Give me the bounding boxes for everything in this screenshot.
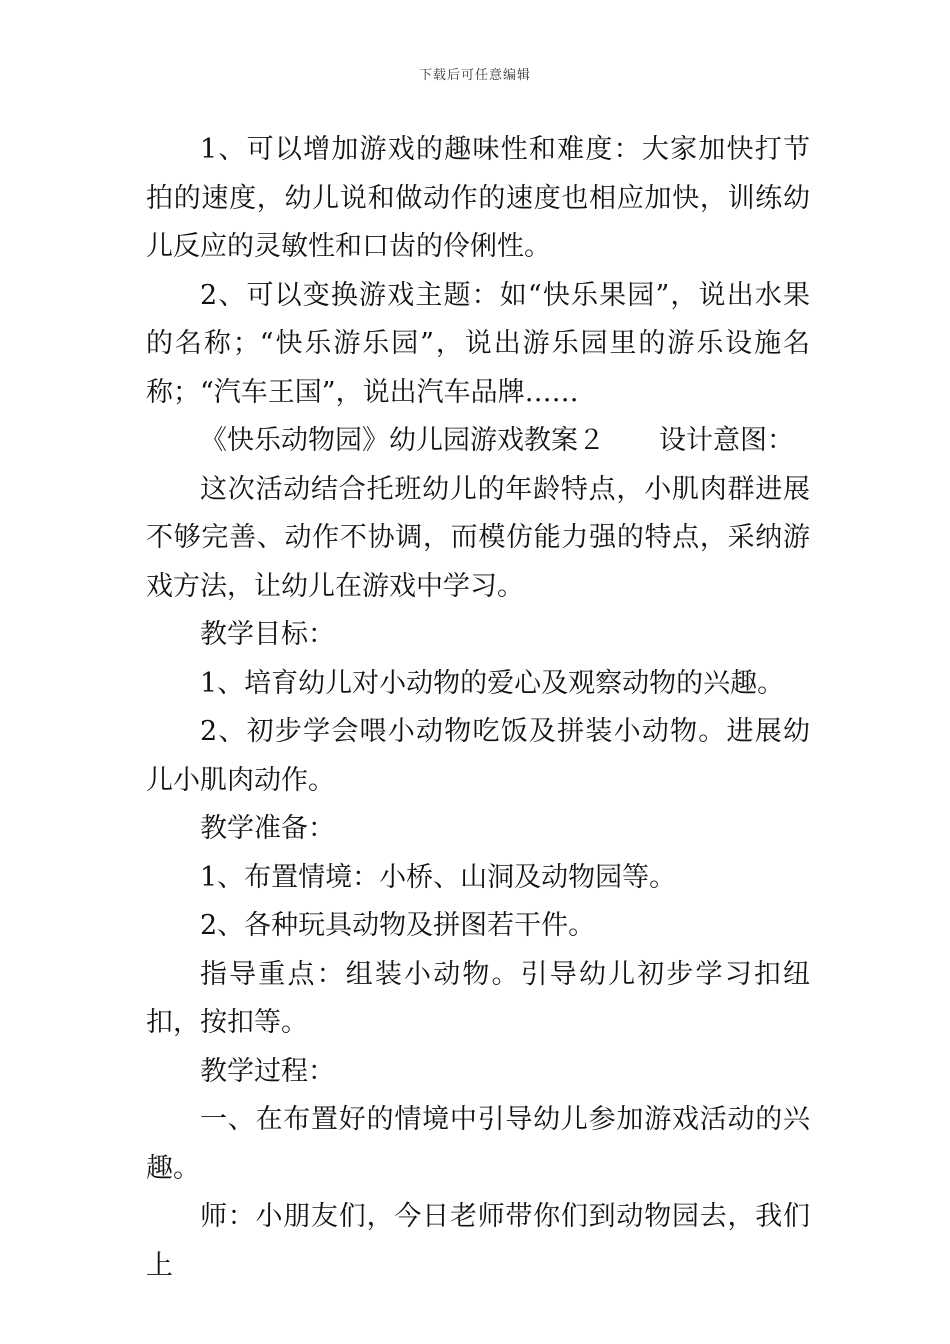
heading-teaching-goals: 教学目标： xyxy=(200,619,335,650)
heading-teaching-process: 教学过程： xyxy=(200,1055,335,1087)
paragraph-design-intent: 这次活动结合托班幼儿的年龄特点，小肌肉群进展不够完善、动作不协调，而模仿能力强的特点，采纳游戏方法，让幼儿在游戏中学习。 xyxy=(146,473,810,602)
goal-2: 2、初步学会喂小动物吃饭及拼装小动物。进展幼儿小肌肉动作。 xyxy=(146,716,810,796)
paragraph-2: 2、可以变换游戏主题：如“快乐果园”，说出水果的名称；“快乐游乐园”，说出游乐园里的游乐设施名称；“汽车王国”，说出汽车品牌…… xyxy=(146,279,810,408)
section-heading-design-intent: 设计意图： xyxy=(659,425,794,456)
document-body xyxy=(146,126,810,1290)
paragraph-1: 1、可以增加游戏的趣味性和难度：大家加快打节拍的速度，幼儿说和做动作的速度也相应加快，训练幼儿反应的灵敏性和口齿的伶俐性。 xyxy=(146,134,810,262)
teacher-speech: 师：小朋友们，今日老师带你们到动物园去，我们上 xyxy=(146,1201,810,1281)
process-step-1: 一、在布置好的情境中引导幼儿参加游戏活动的兴趣。 xyxy=(146,1104,810,1184)
lesson-title: 《快乐动物园》幼儿园游戏教案２ xyxy=(200,425,605,456)
lesson-title-line xyxy=(146,417,810,466)
heading-teaching-preparation: 教学准备： xyxy=(200,813,335,844)
page-header: 下载后可任意编辑 xyxy=(418,68,531,83)
guidance-focus: 指导重点：组装小动物。引导幼儿初步学习扣纽扣，按扣等。 xyxy=(146,958,810,1038)
preparation-2: 2、各种玩具动物及拼图若干件。 xyxy=(200,910,596,941)
goal-1: 1、培育幼儿对小动物的爱心及观察动物的兴趣。 xyxy=(200,667,785,699)
preparation-1: 1、布置情境：小桥、山洞及动物园等。 xyxy=(200,861,677,893)
